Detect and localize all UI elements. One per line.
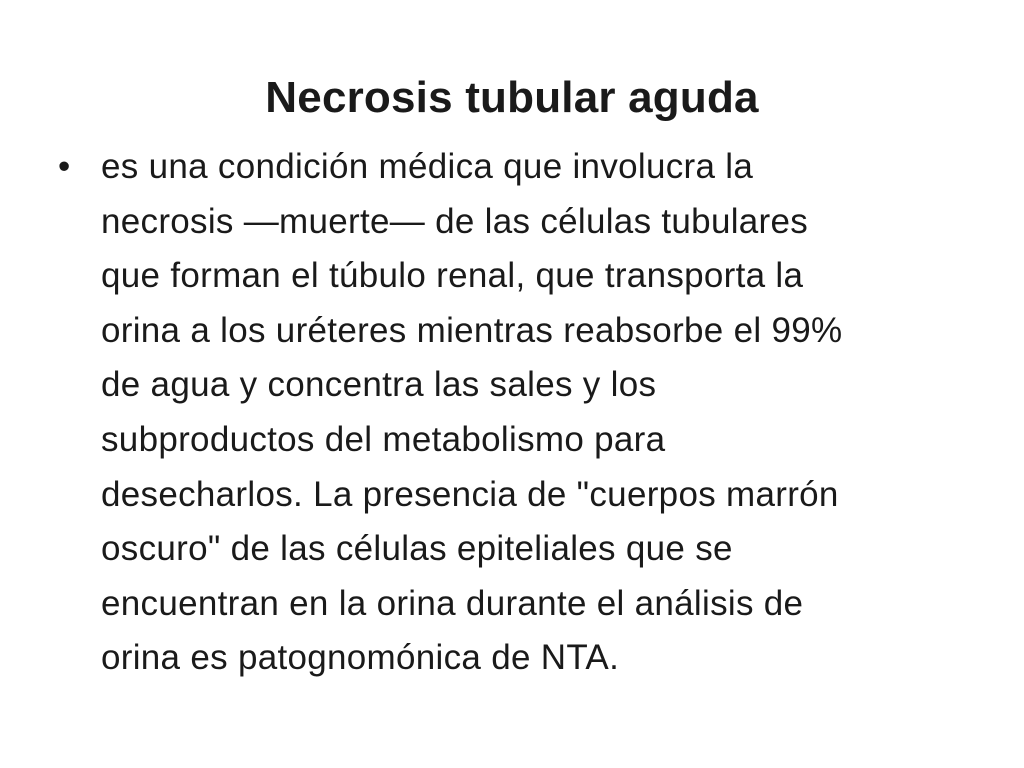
slide-title: Necrosis tubular aguda xyxy=(265,73,759,122)
bullet-item xyxy=(58,140,968,686)
bullet-marker: • xyxy=(58,147,71,186)
bullet-list xyxy=(58,140,968,686)
bullet-text: es una condición médica que involucra la necrosis —muerte— de las células tubulares que forman el túbulo renal, que transporta la orina a los uréteres mientras reabsorbe el 99% de agua y concentra las sales y los subproductos del metabolismo para desecharlos. La presencia de "cuerpos marrón oscuro" de las células epiteliales que se encuentran en la orina durante el análisis de orina es patognomónica de NTA. xyxy=(101,147,843,678)
